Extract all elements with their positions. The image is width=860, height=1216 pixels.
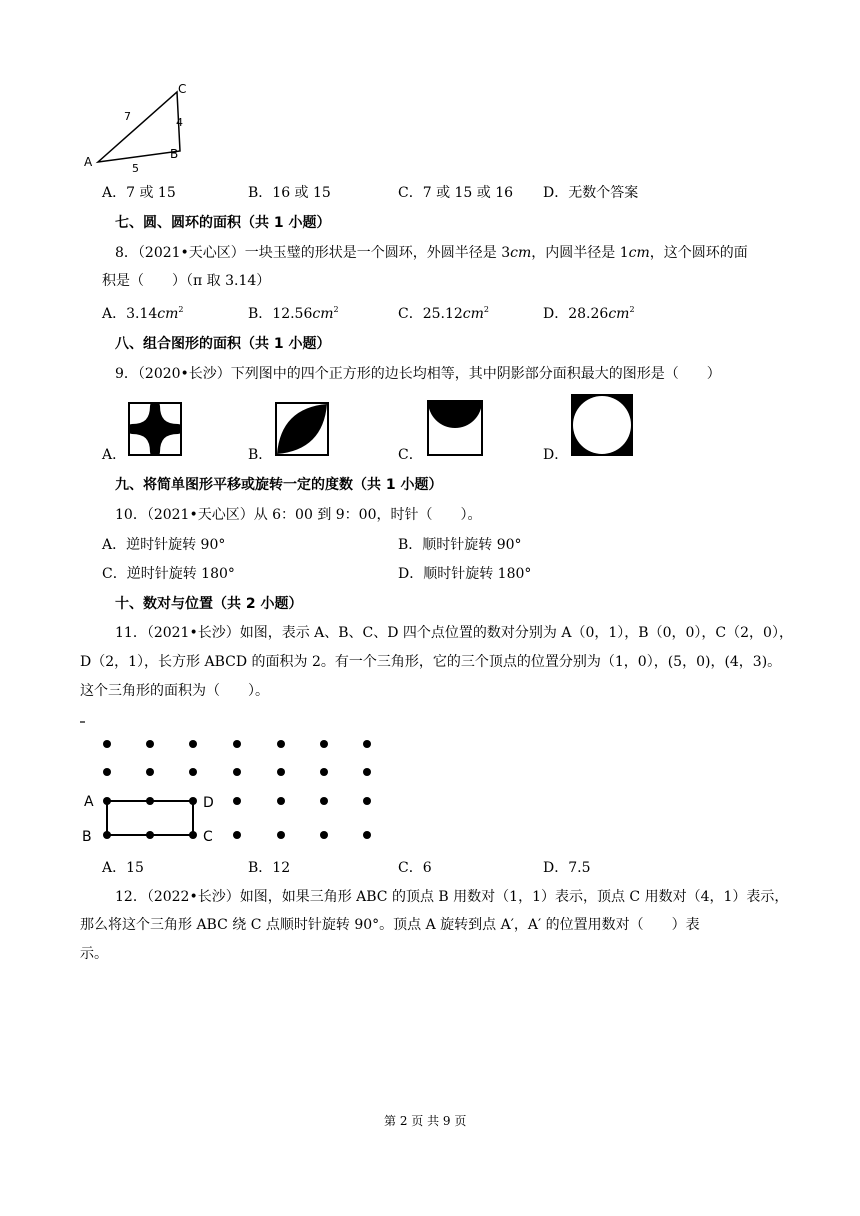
vertex-a-label: A — [84, 155, 93, 169]
q9-option-c[interactable]: C． — [398, 447, 423, 463]
q9-option-b[interactable]: B． — [248, 447, 273, 463]
q8-option-c[interactable]: C．$25.12cm^2$ — [398, 305, 490, 322]
q7-option-d[interactable]: D．无数个答案 — [543, 185, 639, 201]
side-ab-label: 5 — [132, 162, 139, 175]
q9-figure-b — [275, 402, 329, 456]
q8-text-pre: 8．（2021•天心区）一块玉璧的形状是一个圆环，外圆半径是 3 — [115, 245, 511, 261]
grid-dot — [277, 768, 285, 776]
q11-option-d[interactable]: D．7.5 — [543, 860, 591, 876]
q11-line2: D（2，1），长方形 ABCD 的面积为 2。有一个三角形，它的三个顶点的位置分别为（1，0），(5，0)，(4，3)。 — [80, 654, 782, 670]
page-footer: 第 2 页 共 9 页 — [384, 1114, 467, 1128]
grid-dot — [277, 831, 285, 839]
q10-option-d[interactable]: D．顺时针旋转 180° — [398, 566, 532, 582]
point-b-label: B — [82, 829, 92, 845]
grid-dot — [233, 768, 241, 776]
side-bc-label: 4 — [176, 116, 183, 129]
point-a-label: A — [84, 794, 94, 810]
q10-option-c[interactable]: C．逆时针旋转 180° — [102, 566, 235, 582]
grid-dot — [189, 740, 197, 748]
q12-line2: 那么将这个三角形 ABC 绕 C 点顺时针旋转 90°。顶点 A 旋转到点 A′，A′ 的位置用数对（ ）表 — [80, 917, 700, 933]
grid-dot — [363, 768, 371, 776]
q11-line3: 这个三角形的面积为（ ）。 — [80, 683, 269, 699]
vertex-b-label: B — [170, 147, 179, 161]
q11-dot-grid — [80, 716, 390, 846]
grid-dot — [277, 740, 285, 748]
q10-option-b[interactable]: B．顺时针旋转 90° — [398, 537, 522, 553]
q11-option-a[interactable]: A．15 — [102, 860, 144, 876]
q7-option-b[interactable]: B．16 或 15 — [248, 185, 331, 201]
section-7-heading: 七、圆、圆环的面积（共 1 小题） — [115, 215, 331, 231]
section-9-heading: 九、将简单图形平移或旋转一定的度数（共 1 小题） — [115, 477, 443, 493]
q8-unit: cm — [510, 245, 532, 261]
grid-dot — [189, 768, 197, 776]
q12-line1: 12．（2022•长沙）如图，如果三角形 ABC 的顶点 B 用数对（1，1）表示，顶点 C 用数对（4，1）表示， — [115, 889, 789, 905]
q9-figure-a — [128, 402, 182, 456]
triangle-figure — [82, 80, 202, 175]
grid-dot — [363, 740, 371, 748]
triangle-abc — [98, 92, 180, 162]
q11-option-c[interactable]: C．6 — [398, 860, 432, 876]
section-10-heading: 十、数对与位置（共 2 小题） — [115, 596, 303, 612]
grid-dot — [277, 797, 285, 805]
grid-dot — [233, 740, 241, 748]
q8-option-b[interactable]: B．$12.56cm^2$ — [248, 305, 339, 322]
grid-dot — [233, 797, 241, 805]
q8-text-mid: ，内圆半径是 1 — [531, 245, 629, 261]
grid-dot — [320, 768, 328, 776]
q8-unit: cm — [628, 245, 650, 261]
q8-option-a[interactable]: A．$3.14cm^2$ — [102, 305, 184, 322]
q10-question: 10．（2021•天心区）从 6：00 到 9：00，时针（ ）。 — [115, 507, 482, 523]
point-d-label: D — [203, 795, 214, 811]
section-8-heading: 八、组合图形的面积（共 1 小题） — [115, 336, 331, 352]
grid-dot — [363, 797, 371, 805]
grid-dot — [103, 740, 111, 748]
q9-figure-c — [427, 400, 483, 456]
vertex-c-label: C — [178, 82, 187, 96]
point-c-label: C — [203, 829, 213, 845]
q8-line2: 积是（ ）（π 取 3.14） — [102, 273, 271, 289]
q7-option-a[interactable]: A．7 或 15 — [102, 185, 176, 201]
q11-option-b[interactable]: B．12 — [248, 860, 291, 876]
q11-line1: 11．（2021•长沙）如图，表示 A、B、C、D 四个点位置的数对分别为 A（0，1），B（0，0），C（2，0）， — [115, 625, 793, 641]
grid-dot — [103, 768, 111, 776]
q9-figure-d — [571, 394, 633, 456]
q10-option-a[interactable]: A．逆时针旋转 90° — [102, 537, 226, 553]
rectangle-abcd — [107, 801, 193, 835]
grid-dot — [320, 797, 328, 805]
grid-dot — [320, 831, 328, 839]
q8-text-post: ，这个圆环的面 — [649, 245, 748, 261]
grid-dot — [320, 740, 328, 748]
grid-dot — [146, 768, 154, 776]
q8-option-d[interactable]: D．$28.26cm^2$ — [543, 305, 635, 322]
q9-question: 9．（2020•长沙）下列图中的四个正方形的边长均相等，其中阴影部分面积最大的图形是（ ） — [115, 366, 721, 382]
grid-dot — [146, 740, 154, 748]
side-ac-label: 7 — [124, 110, 131, 123]
q9-option-d[interactable]: D． — [543, 447, 569, 463]
grid-dot — [363, 831, 371, 839]
q7-option-c[interactable]: C．7 或 15 或 16 — [398, 185, 514, 201]
q9-option-a[interactable]: A． — [102, 447, 127, 463]
grid-dot — [233, 831, 241, 839]
q12-line3: 示。 — [80, 946, 108, 962]
q8-line1 — [115, 242, 748, 262]
